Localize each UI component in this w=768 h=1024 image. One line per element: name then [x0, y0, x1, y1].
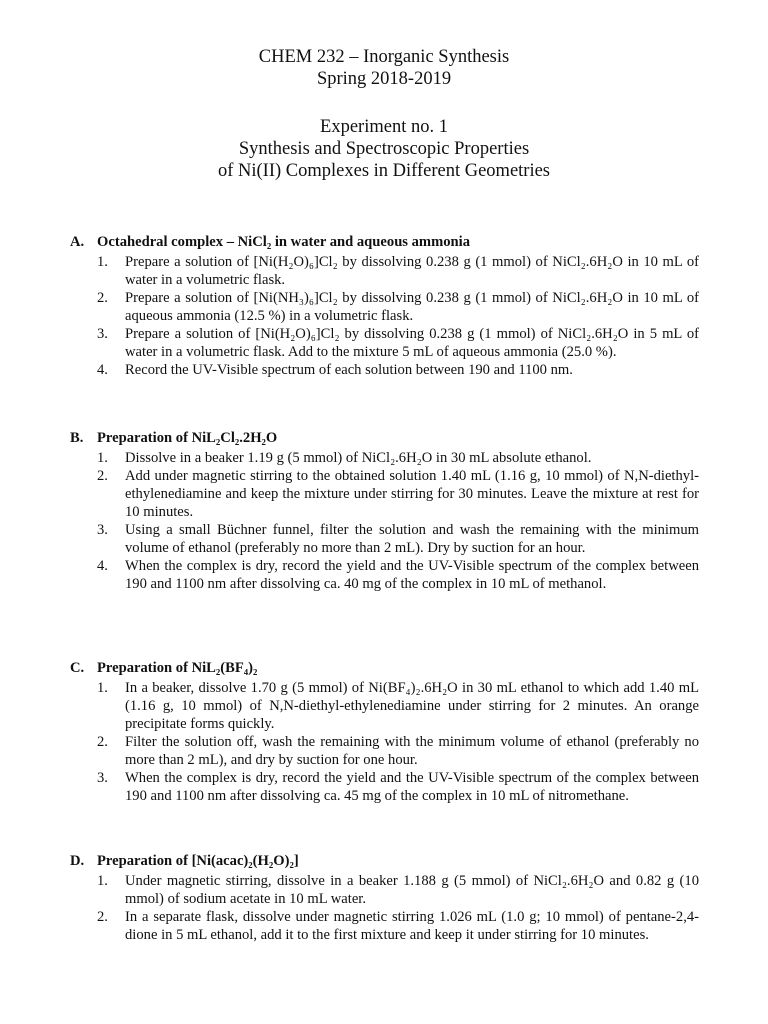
step-number: 2.: [97, 734, 108, 750]
step-number: 1.: [97, 680, 108, 696]
section-d-steps: [0, 872, 768, 944]
section-heading: Preparation of NiL₂Cl₂.2H₂O: [97, 430, 278, 446]
section-a-title: [70, 234, 470, 251]
step-text: Using a small Büchner funnel, filter the solution and wash the remaining with the minimum volume of ethanol (preferably no more than 2 mL). Dry by suction for an hour.: [125, 522, 699, 556]
step-text: When the complex is dry, record the yield and the UV-Visible spectrum of the complex between 190 and 1100 nm after dissolving ca. 40 mg of the complex in 10 mL of methanol.: [125, 558, 699, 592]
step-text: In a separate flask, dissolve under magnetic stirring 1.026 mL (1.0 g; 10 mmol) of pentane-2,4-dione in 5 mL ethanol, add it to the first mixture and keep it under stirring for 10 minutes.: [125, 909, 699, 943]
list-item: [0, 325, 699, 361]
list-item: [0, 521, 699, 557]
step-text: Record the UV-Visible spectrum of each solution between 190 and 1100 nm.: [125, 362, 573, 378]
step-text: When the complex is dry, record the yield and the UV-Visible spectrum of the complex between 190 and 1100 nm after dissolving ca. 45 mg of the complex in 10 mL of nitromethane.: [125, 770, 699, 804]
step-number: 3.: [97, 326, 108, 342]
section-letter: C.: [70, 660, 85, 676]
list-item: [0, 733, 699, 769]
section-heading: Preparation of [Ni(acac)₂(H₂O)₂]: [97, 853, 299, 869]
step-number: 4.: [97, 362, 108, 378]
document-header: [0, 46, 768, 90]
step-number: 1.: [97, 254, 108, 270]
term: Spring 2018-2019: [316, 69, 452, 89]
section-heading: Preparation of NiL₂(BF₄)₂: [97, 660, 258, 676]
step-text: Prepare a solution of [Ni(H₂O)₆]Cl₂ by dissolving 0.238 g (1 mmol) of NiCl₂.6H₂O in 5 mL of water in a volumetric flask. Add to the mixture 5 mL of aqueous ammonia (25.0 %).: [125, 326, 699, 360]
section-b-title: [70, 430, 277, 447]
section-a-steps: [0, 253, 768, 379]
step-number: 3.: [97, 770, 108, 786]
section-letter: B.: [70, 430, 84, 446]
list-item: [0, 289, 699, 325]
step-text: Under magnetic stirring, dissolve in a beaker 1.188 g (5 mmol) of NiCl₂.6H₂O and 0.82 g (10 mmol) of sodium acetate in 10 mL water.: [125, 873, 699, 907]
list-item: [0, 872, 699, 908]
step-number: 4.: [97, 558, 108, 574]
step-number: 1.: [97, 873, 108, 889]
experiment-title-line2: of Ni(II) Complexes in Different Geometries: [217, 161, 551, 181]
list-item: [0, 769, 699, 805]
step-text: Prepare a solution of [Ni(NH₃)₆]Cl₂ by dissolving 0.238 g (1 mmol) of NiCl₂.6H₂O in 10 mL of aqueous ammonia (12.5 %) in a volumetric flask.: [125, 290, 699, 324]
list-item: [0, 449, 699, 467]
section-heading: Octahedral complex – NiCl₂ in water and aqueous ammonia: [97, 234, 471, 250]
experiment-number: Experiment no. 1: [320, 117, 448, 137]
step-number: 2.: [97, 290, 108, 306]
section-d-title: [70, 853, 299, 870]
step-text: Prepare a solution of [Ni(H₂O)₆]Cl₂ by dissolving 0.238 g (1 mmol) of NiCl₂.6H₂O in 10 mL of water in a volumetric flask.: [125, 254, 699, 288]
section-c-title: [70, 660, 257, 677]
step-number: 3.: [97, 522, 108, 538]
step-text: In a beaker, dissolve 1.70 g (5 mmol) of Ni(BF₄)₂.6H₂O in 30 mL ethanol to which add 1.40 mL (1.16 g, 10 mmol) of N,N-diethyl-ethylenediamine under stirring for 2 minutes. An orange precipitate forms quickly.: [125, 680, 699, 732]
step-text: Add under magnetic stirring to the obtained solution 1.40 mL (1.16 g, 10 mmol) of N,N-diethyl-ethylenediamine and keep the mixture under stirring for 30 minutes. Leave the mixture at rest for 10 minutes.: [125, 468, 699, 520]
list-item: [0, 253, 699, 289]
section-letter: D.: [70, 853, 85, 869]
list-item: [0, 467, 699, 521]
step-text: Dissolve in a beaker 1.19 g (5 mmol) of NiCl₂.6H₂O in 30 mL absolute ethanol.: [125, 450, 592, 466]
experiment-title-line1: Synthesis and Spectroscopic Properties: [238, 139, 530, 159]
step-number: 2.: [97, 468, 108, 484]
section-c-steps: [0, 679, 768, 805]
list-item: [0, 908, 699, 944]
section-letter: A.: [70, 234, 85, 250]
section-b-steps: [0, 449, 768, 593]
step-number: 1.: [97, 450, 108, 466]
step-number: 2.: [97, 909, 108, 925]
list-item: [0, 557, 699, 593]
list-item: [0, 679, 699, 733]
step-text: Filter the solution off, wash the remaining with the minimum volume of ethanol (preferably no more than 2 mL), and dry by suction for one hour.: [125, 734, 699, 768]
list-item: [0, 361, 699, 379]
experiment-header: [0, 116, 768, 182]
course-title: CHEM 232 – Inorganic Synthesis: [258, 47, 510, 67]
